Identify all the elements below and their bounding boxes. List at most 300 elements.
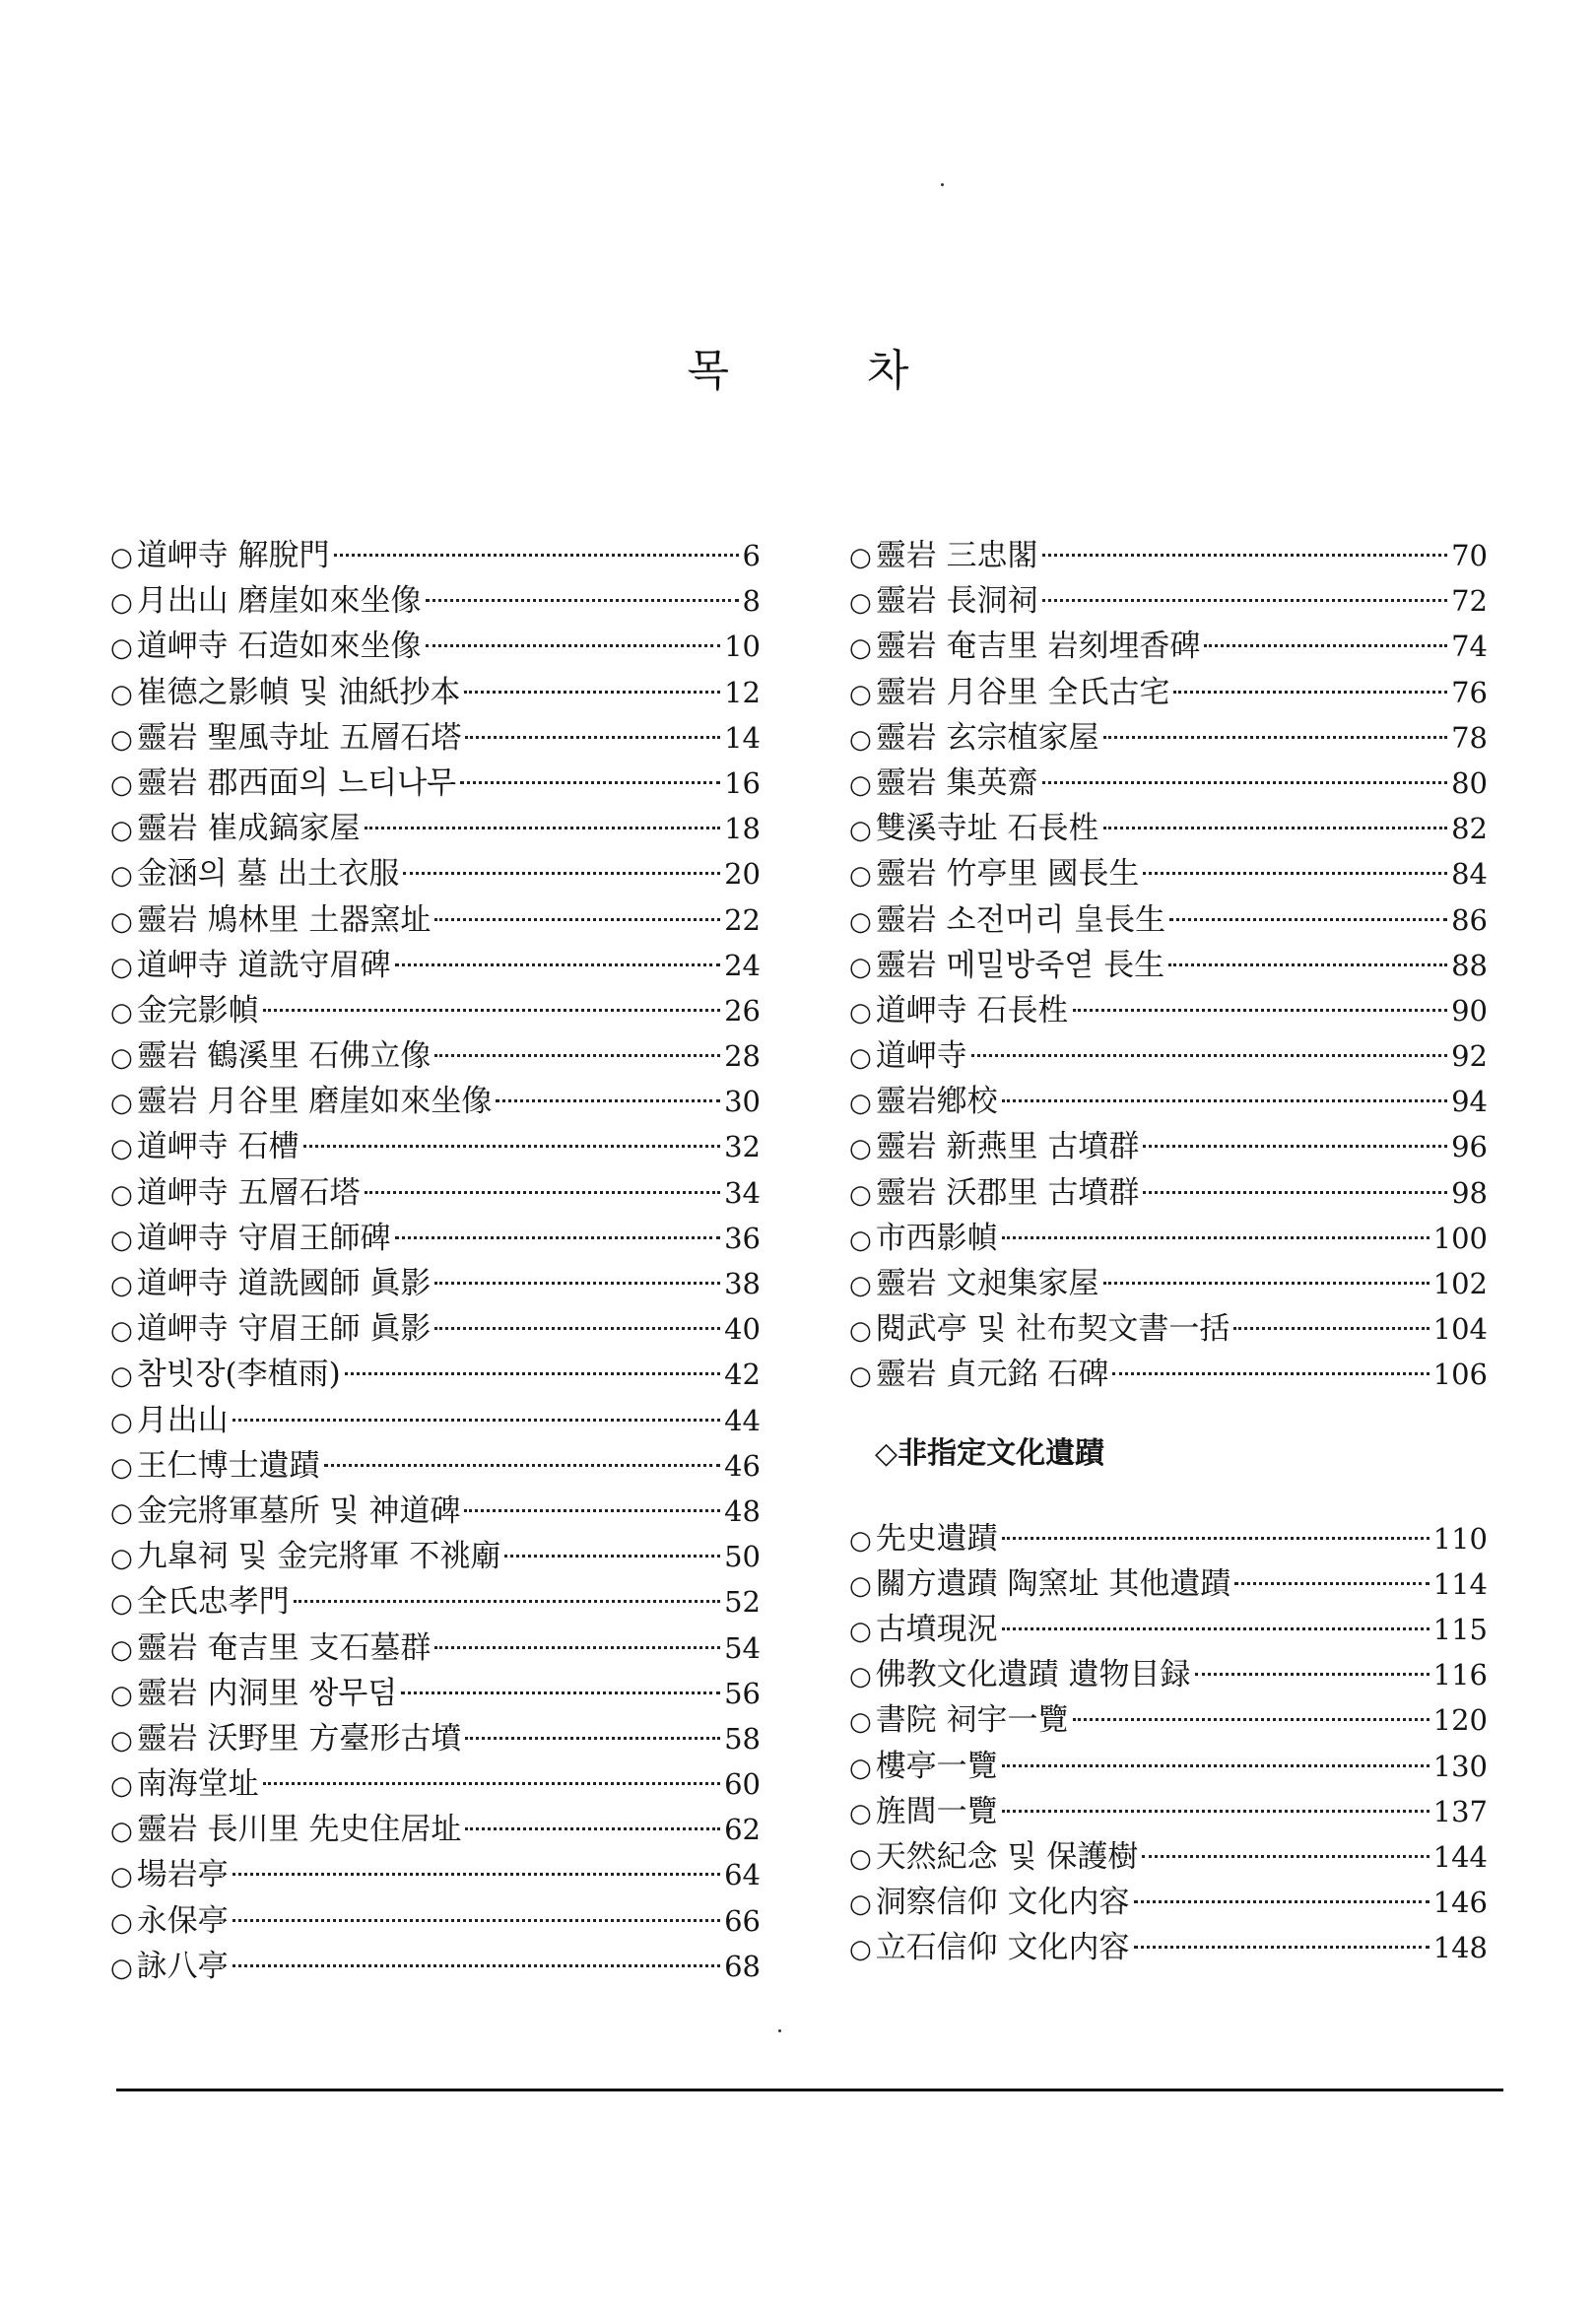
toc-entry-title: 참빗장(李植雨) (136, 1357, 341, 1393)
toc-entry-page: 120 (1432, 1703, 1488, 1738)
title-char-1: 목 (687, 346, 729, 396)
bullet-circle: ○ (110, 724, 133, 755)
toc-entry-page: 137 (1432, 1794, 1488, 1828)
toc-entry-page: 28 (724, 1039, 761, 1074)
dot-leader (1173, 691, 1447, 694)
bullet-circle: ○ (110, 633, 133, 664)
dot-leader (303, 1145, 721, 1148)
toc-entry-page: 24 (724, 948, 761, 982)
bullet-circle: ○ (110, 1634, 133, 1665)
toc-entry-title: 全氏忠孝門 (136, 1584, 290, 1621)
dot-leader (434, 918, 720, 921)
bullet-circle: ○ (849, 1043, 872, 1074)
bullet-circle: ○ (849, 1525, 872, 1556)
toc-entry-title: 關方遺蹟 陶窯址 其他遺蹟 (875, 1565, 1231, 1602)
bullet-circle: ○ (849, 1089, 872, 1119)
toc-entry-page: 115 (1432, 1612, 1488, 1646)
toc-entry (110, 1258, 761, 1303)
toc-entry-title: 月出山 磨崖如來坐像 (136, 583, 422, 620)
toc-entry (110, 1758, 761, 1804)
toc-entry-title: 道岬寺 道詵守眉碑 (136, 947, 391, 983)
toc-entry-page: 8 (742, 584, 761, 619)
toc-entry-page: 60 (724, 1767, 761, 1802)
toc-entry (849, 1030, 1488, 1076)
bullet-circle: ○ (110, 1089, 133, 1119)
toc-entry (849, 1213, 1488, 1258)
dot-leader (1143, 1145, 1447, 1148)
toc-entry-page: 76 (1451, 675, 1488, 709)
toc-entry (849, 985, 1488, 1030)
dot-leader (345, 1372, 720, 1375)
toc-entry-title: 道岬寺 石造如來坐像 (136, 629, 422, 665)
toc-entry-page: 20 (724, 857, 761, 892)
bullet-circle: ○ (849, 1798, 872, 1828)
bullet-circle: ○ (110, 1953, 133, 1983)
toc-entry-title: 樓亭一覽 (875, 1748, 998, 1784)
toc-entry-page: 40 (724, 1312, 761, 1347)
toc-entry-page: 64 (724, 1858, 761, 1892)
toc-entry-title: 王仁博士遺蹟 (136, 1447, 320, 1484)
toc-entry (849, 1831, 1488, 1877)
toc-entry-title: 古墳現況 (875, 1611, 998, 1647)
dot-leader (465, 1737, 720, 1740)
toc-entry-title: 崔德之影幀 및 油紙抄本 (136, 674, 461, 710)
bullet-circle: ○ (110, 1452, 133, 1483)
bullet-circle: ○ (110, 1497, 133, 1528)
toc-entry-title: 靈岩 長川里 先史住居址 (136, 1812, 462, 1848)
toc-entry-title: 金涵의 墓 出土衣服 (136, 856, 400, 893)
dot-leader (1002, 1537, 1430, 1540)
toc-entry (110, 530, 761, 575)
dot-leader (434, 1327, 720, 1330)
toc-entry-page: 70 (1451, 539, 1488, 572)
bottom-rule (116, 2089, 1503, 2091)
bullet-circle: ○ (110, 1907, 133, 1938)
toc-entry-page: 100 (1432, 1221, 1488, 1255)
toc-entry-page: 106 (1432, 1358, 1488, 1392)
toc-entry (110, 1941, 761, 1986)
dot-leader (1002, 1764, 1430, 1767)
stray-dot-top (941, 183, 944, 186)
toc-entry-title: 靈岩鄕校 (875, 1084, 998, 1120)
toc-entry (110, 1849, 761, 1894)
bullet-circle: ○ (110, 543, 133, 572)
dot-leader (1134, 1946, 1430, 1949)
toc-entry-page: 110 (1432, 1521, 1488, 1556)
toc-entry-page: 146 (1432, 1886, 1488, 1920)
section-heading-non-designated: ◇非指定文化遺蹟 (875, 1435, 1105, 1471)
bullet-circle: ○ (110, 906, 133, 937)
dot-leader (504, 1555, 720, 1558)
page-title (0, 335, 1596, 398)
dot-leader (233, 1919, 720, 1922)
bullet-circle: ○ (849, 816, 872, 846)
dot-leader (464, 1509, 720, 1512)
toc-entry-page: 86 (1451, 902, 1488, 937)
toc-entry-page: 54 (724, 1630, 761, 1665)
toc-entry (110, 985, 761, 1030)
dot-leader (403, 872, 720, 875)
bullet-circle: ○ (849, 633, 872, 664)
toc-entry-title: 靈岩 沃野里 方臺形古墳 (136, 1720, 462, 1757)
toc-entry-page: 102 (1432, 1267, 1488, 1300)
toc-entry (110, 1440, 761, 1486)
toc-entry (110, 1531, 761, 1576)
toc-entry-title: 洞察信仰 文化内容 (875, 1885, 1130, 1921)
bullet-circle: ○ (110, 1680, 133, 1710)
bullet-circle: ○ (110, 1134, 133, 1164)
toc-entry-title: 靈岩 新燕里 古墳群 (875, 1129, 1140, 1165)
toc-entry-title: 靈岩 集英齋 (875, 764, 1038, 801)
bullet-circle: ○ (110, 997, 133, 1028)
dot-leader (1042, 554, 1448, 557)
bullet-circle: ○ (110, 1544, 133, 1574)
dot-leader (1073, 1009, 1448, 1012)
toc-entry (849, 575, 1488, 621)
toc-entry (849, 1786, 1488, 1831)
dot-leader (1002, 1810, 1430, 1813)
dot-leader (324, 1464, 720, 1467)
dot-leader (401, 1691, 720, 1694)
dot-leader (1234, 1582, 1429, 1585)
bullet-circle: ○ (849, 1316, 872, 1347)
toc-entry-page: 98 (1451, 1175, 1488, 1210)
toc-entry-page: 62 (724, 1813, 761, 1847)
toc-entry-page: 42 (724, 1358, 761, 1392)
toc-entry-title: 靈岩 崔成鎬家屋 (136, 811, 361, 847)
bullet-circle: ○ (849, 724, 872, 755)
toc-entry (849, 1303, 1488, 1349)
bullet-circle: ○ (849, 1662, 872, 1692)
toc-entry-page: 90 (1451, 993, 1488, 1028)
toc-entry (849, 1649, 1488, 1694)
toc-entry (849, 1877, 1488, 1922)
bullet-circle: ○ (849, 1890, 872, 1920)
toc-entry-title: 道岬寺 解脫門 (136, 538, 330, 573)
toc-entry-title: 靈岩 玄宗植家屋 (875, 719, 1099, 756)
dot-leader (1204, 644, 1447, 647)
toc-entry (110, 575, 761, 621)
toc-entry-page: 22 (724, 902, 761, 937)
toc-entry (110, 1303, 761, 1349)
dot-leader (1103, 736, 1448, 739)
bullet-circle: ○ (849, 1570, 872, 1601)
toc-entry-page: 114 (1432, 1566, 1488, 1601)
dot-leader (496, 1099, 720, 1102)
toc-entry-page: 12 (724, 675, 761, 709)
toc-entry-title: 佛教文化遺蹟 遺物目録 (875, 1657, 1191, 1693)
toc-entry-title: 靈岩 沃郡里 古墳群 (875, 1174, 1140, 1211)
toc-entry-page: 96 (1451, 1130, 1488, 1164)
toc-entry-title: 詠八亭 (136, 1948, 229, 1984)
bullet-circle: ○ (849, 1179, 872, 1210)
dot-leader (434, 1054, 720, 1057)
toc-entry-title: 靈岩 三忠閣 (875, 538, 1038, 573)
toc-entry-title: 市西影幀 (875, 1220, 998, 1256)
toc-entry (849, 1258, 1488, 1303)
bullet-circle: ○ (849, 1225, 872, 1255)
toc-entry-title: 靈岩 竹亭里 國長生 (875, 856, 1140, 893)
bullet-circle: ○ (110, 1316, 133, 1347)
dot-leader (395, 963, 721, 966)
toc-section2-list (849, 1513, 1488, 1968)
dot-leader (426, 644, 721, 647)
dot-leader (465, 736, 720, 739)
bullet-circle: ○ (849, 679, 872, 709)
bullet-circle: ○ (849, 1707, 872, 1738)
toc-entry-page: 82 (1451, 812, 1488, 846)
dot-leader (1195, 1673, 1430, 1676)
toc-entry-page: 16 (724, 765, 761, 800)
toc-entry-page: 44 (724, 1403, 761, 1437)
toc-entry (849, 530, 1488, 575)
toc-entry (110, 1668, 761, 1713)
toc-entry (849, 1922, 1488, 1967)
bullet-circle: ○ (849, 1753, 872, 1783)
toc-entry (110, 758, 761, 803)
dot-leader (233, 1873, 720, 1876)
toc-right-column (849, 530, 1488, 1967)
toc-entry-page: 50 (724, 1540, 761, 1574)
bullet-circle: ○ (849, 543, 872, 572)
bullet-circle: ○ (849, 906, 872, 937)
bullet-circle: ○ (110, 1043, 133, 1074)
bullet-circle: ○ (110, 1179, 133, 1210)
toc-entry (849, 1076, 1488, 1121)
toc-entry-page: 18 (724, 812, 761, 846)
bullet-circle: ○ (110, 1862, 133, 1892)
dot-leader (465, 1827, 720, 1830)
toc-entry-page: 66 (724, 1903, 761, 1938)
toc-entry (110, 1395, 761, 1440)
toc-entry-page: 34 (724, 1175, 761, 1210)
toc-entry-title: 道岬寺 石長栍 (875, 992, 1069, 1028)
toc-entry-page: 46 (724, 1448, 761, 1483)
dot-leader (434, 1282, 720, 1285)
toc-entry-page: 14 (724, 720, 761, 755)
dot-leader (1103, 827, 1448, 829)
toc-entry-page: 10 (724, 630, 761, 664)
toc-entry (110, 1713, 761, 1758)
toc-entry-title: 道岬寺 石槽 (136, 1129, 299, 1165)
bullet-circle: ○ (110, 1589, 133, 1620)
bullet-circle: ○ (110, 861, 133, 892)
toc-entry-page: 104 (1432, 1312, 1488, 1347)
toc-entry-title: 靈岩 月谷里 磨崖如來坐像 (136, 1084, 493, 1120)
toc-entry-page: 72 (1451, 584, 1488, 619)
bullet-circle: ○ (110, 769, 133, 800)
toc-entry (849, 1558, 1488, 1604)
bullet-circle: ○ (110, 952, 133, 982)
toc-entry (110, 1121, 761, 1166)
toc-entry-title: 九皐祠 및 金完將軍 不祧廟 (136, 1539, 501, 1575)
dot-leader (460, 781, 720, 784)
toc-entry-page: 74 (1451, 630, 1488, 664)
dot-leader (1142, 1855, 1429, 1858)
toc-entry (110, 1576, 761, 1622)
toc-entry-title: 靈岩 소전머리 皇長生 (875, 901, 1166, 938)
toc-entry-page: 92 (1451, 1039, 1488, 1074)
bullet-circle: ○ (849, 997, 872, 1028)
toc-entry (110, 1486, 761, 1531)
dot-leader (434, 1646, 720, 1649)
toc-entry-title: 月出山 (136, 1402, 229, 1438)
bullet-circle: ○ (110, 1817, 133, 1847)
dot-leader (426, 599, 739, 602)
dot-leader (1169, 918, 1447, 921)
toc-entry-title: 場岩亭 (136, 1857, 229, 1893)
toc-entry (110, 621, 761, 666)
dot-leader (971, 1054, 1447, 1057)
dot-leader (1002, 1099, 1447, 1102)
bullet-circle: ○ (110, 1361, 133, 1392)
toc-right-list (849, 530, 1488, 1395)
toc-entry-title: 靈岩 郡西面의 느티나무 (136, 764, 457, 801)
toc-entry-page: 84 (1451, 857, 1488, 892)
toc-entry-title: 永保亭 (136, 1902, 229, 1939)
toc-entry (110, 803, 761, 848)
dot-leader (1042, 781, 1448, 784)
toc-entry-page: 148 (1432, 1931, 1488, 1965)
dot-leader (233, 1964, 720, 1967)
toc-entry (110, 1349, 761, 1394)
toc-entry-title: 道岬寺 守眉王師 眞影 (136, 1311, 432, 1348)
toc-entry-title: 靈岩 鶴溪里 石佛立像 (136, 1038, 432, 1075)
dot-leader (263, 1009, 720, 1012)
toc-entry (849, 667, 1488, 712)
toc-entry-page: 58 (724, 1721, 761, 1756)
toc-entry-title: 靈岩 奄吉里 岩刻埋香碑 (875, 629, 1201, 665)
toc-entry (849, 1741, 1488, 1786)
toc-entry-title: 靈岩 鳩林里 土器窯址 (136, 901, 432, 938)
toc-entry-page: 130 (1432, 1749, 1488, 1783)
bullet-circle: ○ (849, 769, 872, 800)
dot-leader (1134, 1900, 1430, 1903)
toc-entry-page: 6 (742, 539, 761, 572)
toc-entry (110, 1167, 761, 1213)
dot-leader (263, 1782, 720, 1785)
toc-entry-page: 144 (1432, 1839, 1488, 1874)
dot-leader (365, 827, 721, 829)
dot-leader (334, 554, 739, 557)
toc-entry-page: 38 (724, 1267, 761, 1300)
toc-entry (849, 848, 1488, 894)
toc-entry-page: 80 (1451, 765, 1488, 800)
toc-entry (849, 940, 1488, 985)
bullet-circle: ○ (110, 816, 133, 846)
toc-entry (110, 1895, 761, 1941)
toc-entry-title: 靈岩 文昶集家屋 (875, 1266, 1099, 1301)
toc-entry (849, 621, 1488, 666)
toc-entry-title: 書院 祠宇一覽 (875, 1702, 1069, 1739)
bullet-circle: ○ (849, 1935, 872, 1965)
toc-entry (110, 1076, 761, 1121)
dot-leader (1042, 599, 1448, 602)
bullet-circle: ○ (110, 1725, 133, 1756)
toc-entry-title: 金完影幀 (136, 992, 259, 1028)
dot-leader (1168, 963, 1447, 966)
toc-entry-page: 48 (724, 1493, 761, 1528)
toc-entry-page: 88 (1451, 948, 1488, 982)
toc-entry-title: 靈岩 메밀방죽엳 長生 (875, 947, 1165, 983)
toc-entry (849, 1604, 1488, 1649)
toc-entry-title: 閱武亭 및 社布契文書一括 (875, 1311, 1230, 1348)
dot-leader (1112, 1372, 1429, 1375)
toc-entry-page: 78 (1451, 720, 1488, 755)
toc-entry-page: 94 (1451, 1085, 1488, 1119)
dot-leader (1143, 1191, 1447, 1194)
bullet-circle: ○ (110, 588, 133, 619)
bullet-circle: ○ (110, 1771, 133, 1802)
stray-dot-bottom (778, 2029, 781, 2032)
bullet-circle: ○ (110, 1225, 133, 1255)
toc-entry (110, 1804, 761, 1849)
toc-entry (110, 1623, 761, 1668)
bullet-circle: ○ (110, 679, 133, 709)
toc-entry-title: 道岬寺 (875, 1038, 967, 1075)
bullet-circle: ○ (110, 1407, 133, 1437)
toc-entry-title: 靈岩 貞元銘 石碑 (875, 1357, 1109, 1393)
toc-entry (849, 1349, 1488, 1394)
toc-entry-page: 68 (724, 1949, 761, 1983)
toc-entry-title: 靈岩 聖風寺址 五層石塔 (136, 719, 462, 756)
toc-entry (849, 1167, 1488, 1213)
toc-entry-title: 道岬寺 道詵國師 眞影 (136, 1266, 432, 1301)
bullet-circle: ○ (849, 1134, 872, 1164)
toc-left-column (110, 530, 761, 1986)
toc-entry (110, 940, 761, 985)
bullet-circle: ○ (849, 588, 872, 619)
dot-leader (1233, 1327, 1429, 1330)
toc-entry-title: 靈岩 内洞里 쌍무덤 (136, 1675, 398, 1711)
bullet-circle: ○ (110, 1271, 133, 1300)
dot-leader (1143, 872, 1447, 875)
dot-leader (1002, 1627, 1430, 1630)
toc-entry (110, 895, 761, 940)
toc-entry (110, 1213, 761, 1258)
toc-entry (849, 1121, 1488, 1166)
dot-leader (395, 1236, 721, 1239)
toc-entry-title: 靈岩 奄吉里 支石墓群 (136, 1629, 432, 1666)
toc-entry-page: 26 (724, 993, 761, 1028)
toc-entry (849, 758, 1488, 803)
bullet-circle: ○ (849, 1843, 872, 1874)
toc-entry (849, 712, 1488, 758)
toc-entry-page: 56 (724, 1676, 761, 1710)
toc-entry (849, 803, 1488, 848)
toc-entry (110, 667, 761, 712)
toc-entry-page: 52 (724, 1585, 761, 1620)
toc-entry (110, 1030, 761, 1076)
toc-entry-title: 靈岩 長洞祠 (875, 583, 1038, 620)
bullet-circle: ○ (849, 952, 872, 982)
toc-entry (849, 895, 1488, 940)
bullet-circle: ○ (849, 861, 872, 892)
title-char-2: 차 (867, 346, 909, 396)
dot-leader (1073, 1718, 1430, 1721)
toc-entry-page: 116 (1432, 1658, 1488, 1692)
dot-leader (233, 1419, 720, 1422)
dot-leader (464, 691, 720, 694)
toc-entry (110, 848, 761, 894)
toc-entry-title: 金完將軍墓所 및 神道碑 (136, 1492, 461, 1529)
toc-entry (110, 712, 761, 758)
bullet-circle: ○ (849, 1271, 872, 1300)
toc-entry-page: 36 (724, 1221, 761, 1255)
toc-entry (849, 1513, 1488, 1558)
toc-entry-title: 天然紀念 및 保護樹 (875, 1838, 1139, 1875)
toc-entry-title: 旌閭一覽 (875, 1793, 998, 1829)
